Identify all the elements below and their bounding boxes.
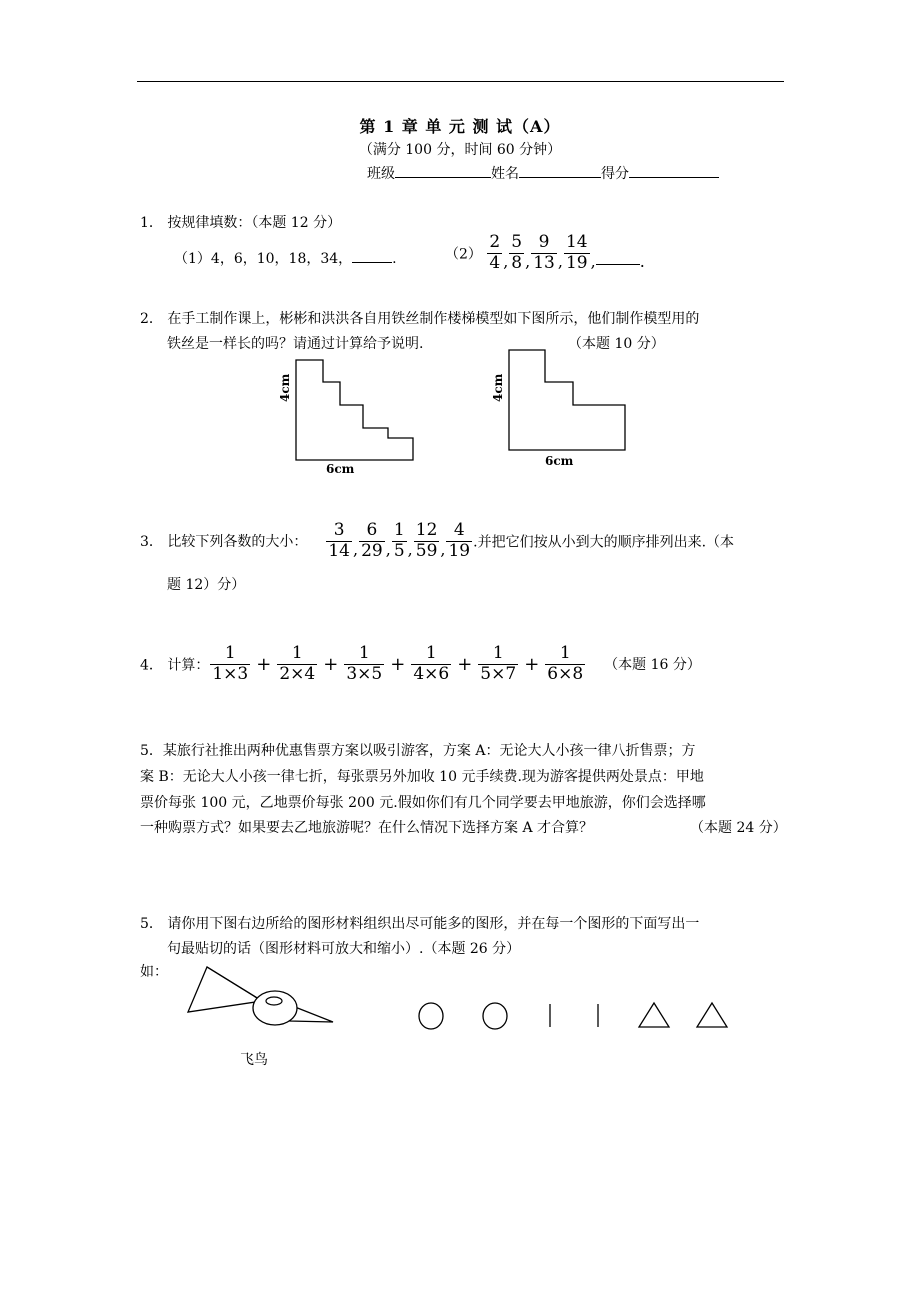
numerator: 1	[492, 643, 504, 663]
numerator: 12	[415, 520, 438, 540]
denominator: 14	[328, 540, 350, 561]
fraction	[392, 522, 407, 561]
plus-sign: +	[323, 653, 339, 675]
numerator: 3	[333, 520, 345, 540]
q5-line2: 案 B：无论大人小孩一律七折，每张票另外加收 10 元手续费.现为游客提供两处景点：甲地	[140, 769, 704, 785]
plus-sign: +	[457, 653, 473, 675]
denominator: 3×5	[346, 663, 383, 684]
page-subtitle: （满分 100 分，时间 60 分钟）	[358, 142, 562, 158]
q1-part1-period: .	[392, 251, 397, 267]
material-triangle-1	[639, 1003, 669, 1027]
name-label: 姓名	[491, 166, 519, 182]
q1-stem: 1． 按规律填数：（本题 12 分）	[140, 215, 342, 231]
fraction	[326, 522, 352, 561]
denominator: 5	[393, 540, 405, 561]
staircase-model-2	[509, 350, 625, 450]
fig1-width-label: 6cm	[326, 462, 355, 476]
q6-line2: 句最贴切的话（图形材料可放大和缩小）.（本题 26 分）	[167, 941, 521, 957]
numerator: 1	[358, 643, 370, 663]
numerator: 1	[224, 643, 236, 663]
bird-body-circle	[253, 991, 297, 1025]
q3-prefix: 3． 比较下列各数的大小：	[140, 534, 308, 551]
q6-example-label: 如：	[140, 964, 168, 980]
q2-line2: 铁丝是一样长的吗？请通过计算给予说明.	[167, 336, 424, 352]
plus-sign: +	[256, 653, 272, 675]
fraction	[446, 522, 472, 561]
numerator: 4	[453, 520, 465, 540]
material-circle-1	[419, 1003, 443, 1029]
q1-part2-period: .	[639, 251, 645, 271]
q3-line2: 题 12）分）	[167, 577, 246, 593]
numerator: 1	[393, 520, 405, 540]
bird-wing-edge	[207, 967, 262, 1001]
bird-wing-triangle	[188, 967, 262, 1012]
fraction	[210, 645, 250, 684]
fraction	[359, 522, 385, 561]
fraction	[478, 645, 518, 684]
score-label: 得分	[601, 166, 629, 182]
fig1-height-label: 4cm	[278, 373, 292, 402]
q1-part2: （2） $\frac{2}{4}$ , $\frac{5}{8}$ , $\frac{9}{13}$ , $\frac{14}{19}$ , .	[445, 232, 645, 273]
q1-part1-sequence: （1）4，6，10，18，34，	[174, 251, 353, 267]
fraction	[344, 645, 384, 684]
denominator: 6×8	[547, 663, 584, 684]
denominator: 2×4	[279, 663, 316, 684]
fraction	[545, 645, 585, 684]
denominator: 5×7	[480, 663, 517, 684]
q4-expression	[140, 645, 701, 684]
numerator: 1	[291, 643, 303, 663]
q4-points: （本题 16 分）	[604, 657, 701, 674]
q5-line4: 一种购票方式？如果要去乙地旅游呢？在什么情况下选择方案 A 才合算？	[140, 820, 594, 836]
page-title: 第 1 章 单 元 测 试（A）	[359, 117, 561, 136]
denominator: 29	[361, 540, 383, 561]
numerator: 1	[425, 643, 437, 663]
plus-sign: +	[390, 653, 406, 675]
numerator: 9	[538, 232, 550, 252]
material-triangle-2	[697, 1003, 727, 1027]
q3-suffix: .并把它们按从小到大的顺序排列出来.（本	[473, 534, 735, 551]
denominator: 13	[533, 252, 555, 273]
q5-line3: 票价每张 100 元，乙地票价每张 200 元.假如你们有几个同学要去甲地旅游，你们会选择哪	[140, 795, 706, 811]
q1-part2-label: （2）	[445, 246, 482, 263]
q5-points: （本题 24 分）	[690, 820, 787, 836]
fig2-width-label: 6cm	[545, 454, 574, 468]
class-label: 班级	[367, 166, 395, 182]
fig2-height-label: 4cm	[491, 373, 505, 402]
numerator: 6	[366, 520, 378, 540]
denominator: 8	[511, 252, 523, 273]
denominator: 4	[489, 252, 501, 273]
q4-prefix: 4． 计算：	[140, 657, 210, 674]
denominator: 4×6	[413, 663, 450, 684]
plus-sign: +	[524, 653, 540, 675]
fraction	[414, 522, 440, 561]
numerator: 14	[565, 232, 588, 252]
denominator: 19	[565, 252, 588, 273]
numerator: 5	[511, 232, 523, 252]
fraction	[277, 645, 317, 684]
denominator: 19	[448, 540, 471, 561]
fraction	[411, 645, 451, 684]
q5-line1: 5．某旅行社推出两种优惠售票方案以吸引游客，方案 A：无论大人小孩一律八折售票；方	[140, 743, 696, 759]
q6-line1: 5． 请你用下图右边所给的图形材料组织出尽可能多的图形，并在每一个图形的下面写出一	[140, 916, 700, 932]
numerator: 2	[489, 232, 501, 252]
denominator: 59	[415, 540, 438, 561]
q3-line1: 3． 比较下列各数的大小： $\frac{3}{14}$ , $\frac{6}{29}$ , $\frac{1}{5}$ , $\frac{12}{59}$ , $\frac{4}{19}$ .并把它们按从小到大的顺序排列出来.（本	[140, 520, 735, 561]
denominator: 1×3	[212, 663, 249, 684]
bird-caption: 飞鸟	[240, 1052, 268, 1068]
numerator: 1	[559, 643, 571, 663]
material-circle-2	[483, 1003, 507, 1029]
q2-line1: 2． 在手工制作课上，彬彬和洪洪各自用铁丝制作楼梯模型如下图所示，他们制作模型用的	[140, 311, 700, 327]
staircase-model-1	[296, 360, 413, 460]
q2-points: （本题 10 分）	[568, 336, 665, 352]
